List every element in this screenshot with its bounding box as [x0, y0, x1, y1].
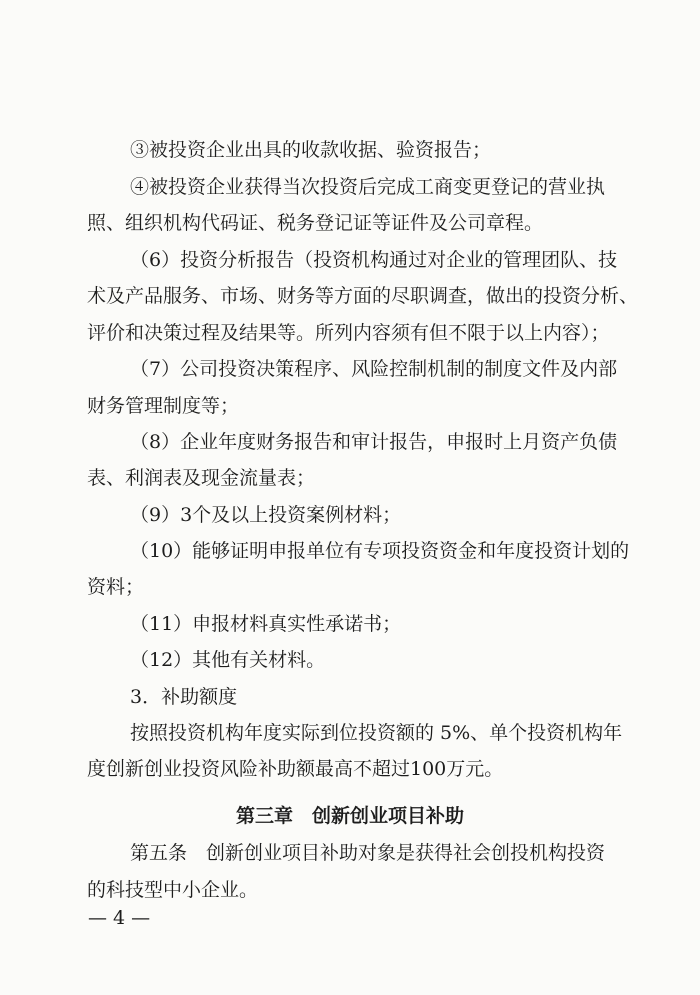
- text-line: 财务管理制度等；: [87, 395, 240, 417]
- text-line: 资料；: [87, 576, 145, 598]
- text-line: 按照投资机构年度实际到位投资额的 5%、单个投资机构年: [130, 722, 623, 744]
- text-line: （11）申报材料真实性承诺书；: [130, 613, 402, 635]
- text-line: ③被投资企业出具的收款收据、验资报告；: [130, 139, 492, 161]
- text-line: ④被投资企业获得当次投资后完成工商变更登记的营业执: [130, 176, 606, 198]
- article-line: 第五条 创新创业项目补助对象是获得社会创投机构投资: [130, 842, 606, 864]
- text-line: （8）企业年度财务报告和审计报告，申报时上月资产负债: [130, 431, 618, 453]
- text-line: （10）能够证明申报单位有专项投资资金和年度投资计划的: [130, 540, 630, 562]
- text-line: （9）3个及以上投资案例材料；: [130, 504, 402, 526]
- text-line: 度创新创业投资风险补助额最高不超过100万元。: [87, 758, 504, 780]
- text-line: 术及产品服务、市场、财务等方面的尽职调查，做出的投资分析、: [87, 285, 639, 307]
- text-line: 表、利润表及现金流量表；: [87, 467, 316, 489]
- text-line: （12）其他有关材料。: [130, 649, 326, 671]
- chapter-heading: 第三章 创新创业项目补助: [235, 805, 464, 827]
- text-line: 评价和决策过程及结果等。所列内容须有但不限于以上内容）；: [87, 322, 610, 344]
- page-number: — 4 —: [88, 907, 151, 929]
- text-line: 照、组织机构代码证、税务登记证等证件及公司章程。: [87, 212, 544, 234]
- section-subheading: 3．补助额度: [130, 686, 238, 708]
- article-line: 的科技型中小企业。: [87, 879, 259, 901]
- text-line: （6）投资分析报告（投资机构通过对企业的管理团队、技: [130, 249, 618, 271]
- text-line: （7）公司投资决策程序、风险控制机制的制度文件及内部: [130, 358, 618, 380]
